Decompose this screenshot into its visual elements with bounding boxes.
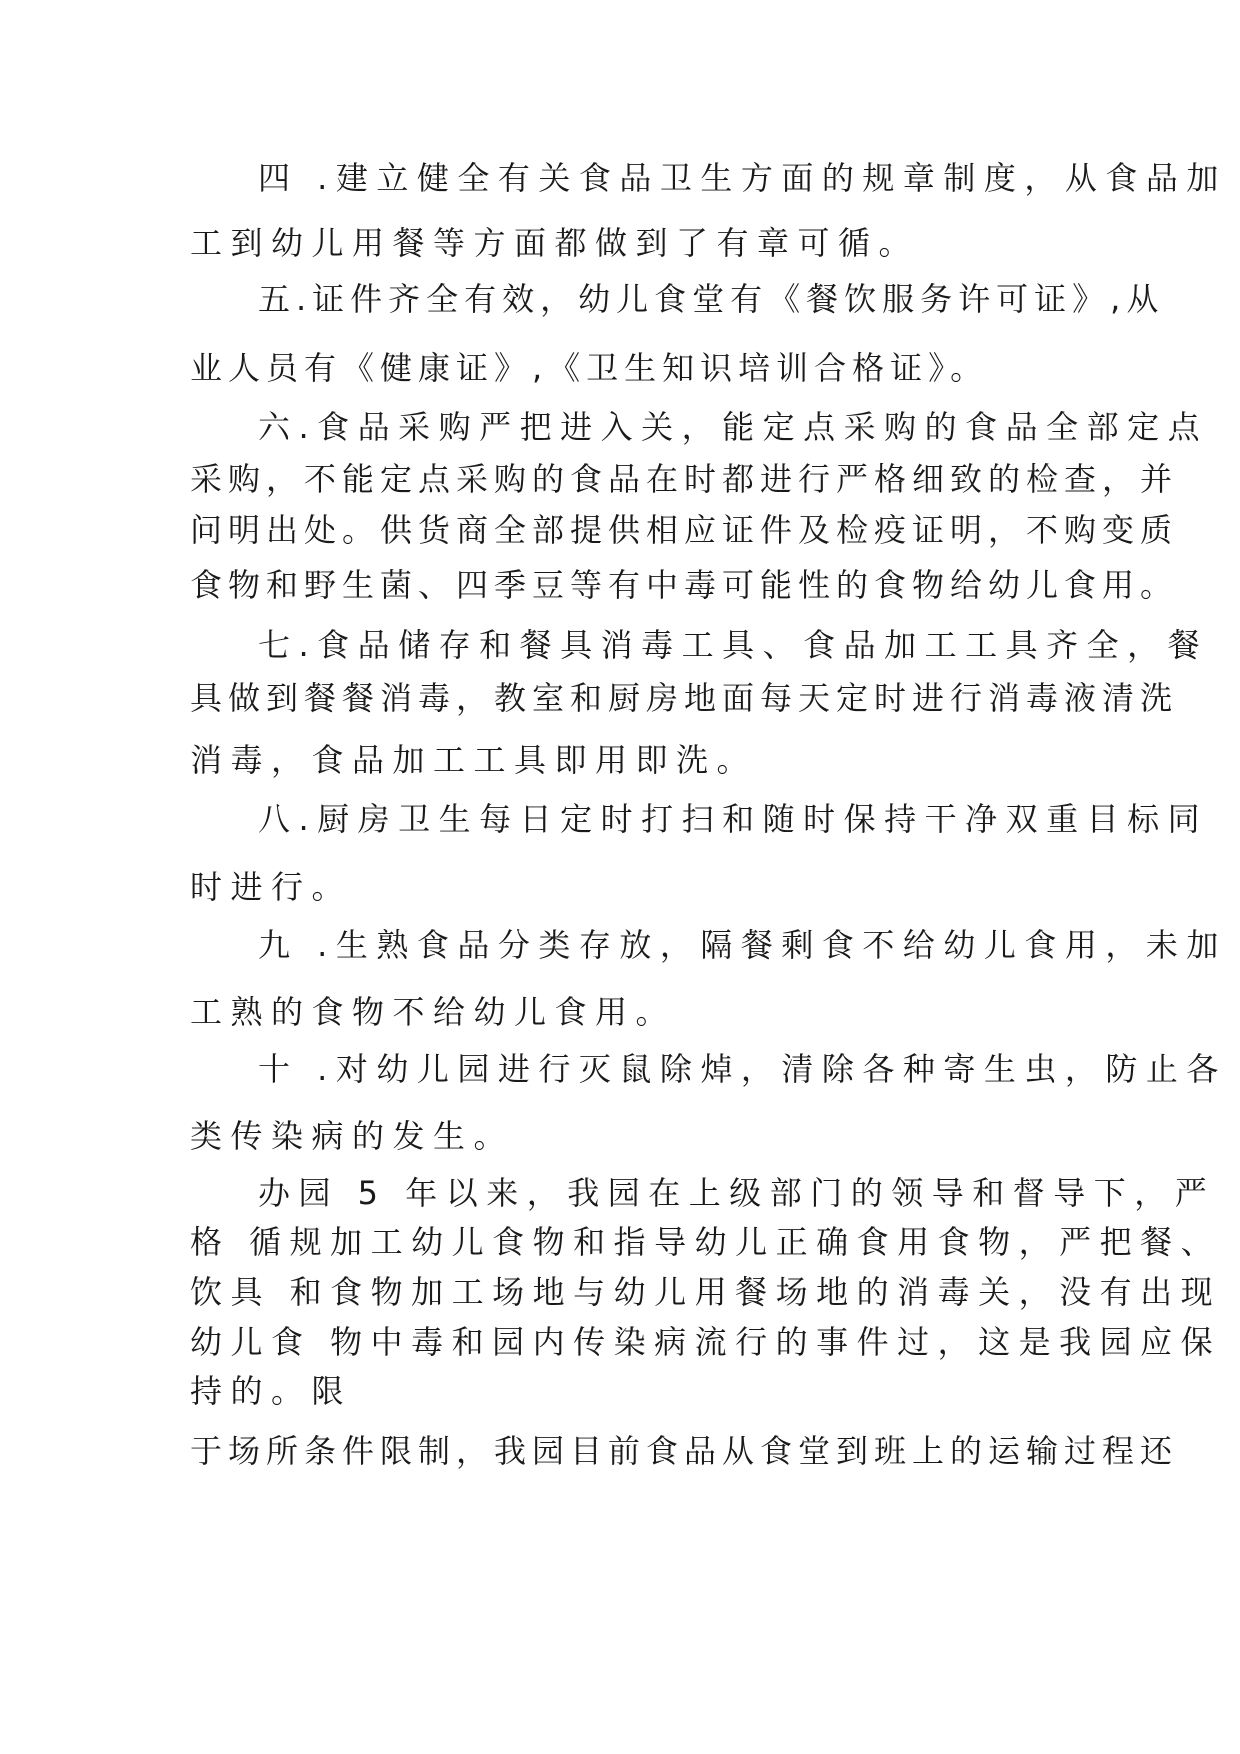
paragraph-line: 八.厨房卫生每日定时打扫和随时保持干净双重目标同	[258, 800, 1209, 838]
paragraph-line: 工熟的食物不给幼儿食用。	[190, 993, 677, 1031]
paragraph-line: 四 .建立健全有关食品卫生方面的规章制度，从食品加	[258, 159, 1227, 197]
paragraph-line: 于场所条件限制，我园目前食品从食堂到班上的运输过程还	[190, 1432, 1179, 1470]
paragraph-line: 五.证件齐全有效，幼儿食堂有《餐饮服务许可证》,从	[258, 280, 1165, 318]
paragraph-line: 类传染病的发生。	[190, 1117, 515, 1155]
paragraph-line: 食物和野生菌、四季豆等有中毒可能性的食物给幼儿食用。	[190, 566, 1179, 604]
paragraph-line: 业人员有《健康证》,《卫生知识培训合格证》。	[190, 349, 989, 387]
paragraph-line: 办园 5 年以来，我园在上级部门的领导和督导下，严	[258, 1174, 1216, 1212]
paragraph-line: 七.食品储存和餐具消毒工具、食品加工工具齐全，餐	[258, 626, 1209, 664]
paragraph-line: 消毒，食品加工工具即用即洗。	[190, 741, 758, 779]
paragraph-line: 持的。限	[190, 1372, 353, 1410]
paragraph-line: 饮具 和食物加工场地与幼儿用餐场地的消毒关，没有出现	[190, 1273, 1222, 1311]
paragraph-line: 时进行。	[190, 868, 353, 906]
paragraph-line: 具做到餐餐消毒，教室和厨房地面每天定时进行消毒液清洗	[190, 679, 1179, 717]
paragraph-line: 十 .对幼儿园进行灭鼠除焯，清除各种寄生虫，防止各	[258, 1050, 1227, 1088]
paragraph-line: 工到幼儿用餐等方面都做到了有章可循。	[190, 224, 920, 262]
paragraph-line: 问明出处。供货商全部提供相应证件及检疫证明，不购变质	[190, 511, 1179, 549]
paragraph-line: 九 .生熟食品分类存放，隔餐剩食不给幼儿食用，未加	[258, 926, 1227, 964]
paragraph-line: 采购，不能定点采购的食品在时都进行严格细致的检查，并	[190, 460, 1179, 498]
paragraph-line: 六.食品采购严把进入关，能定点采购的食品全部定点	[258, 408, 1209, 446]
paragraph-line: 格 循规加工幼儿食物和指导幼儿正确食用食物，严把餐、	[190, 1223, 1222, 1261]
paragraph-line: 幼儿食 物中毒和园内传染病流行的事件过，这是我园应保	[190, 1323, 1222, 1361]
